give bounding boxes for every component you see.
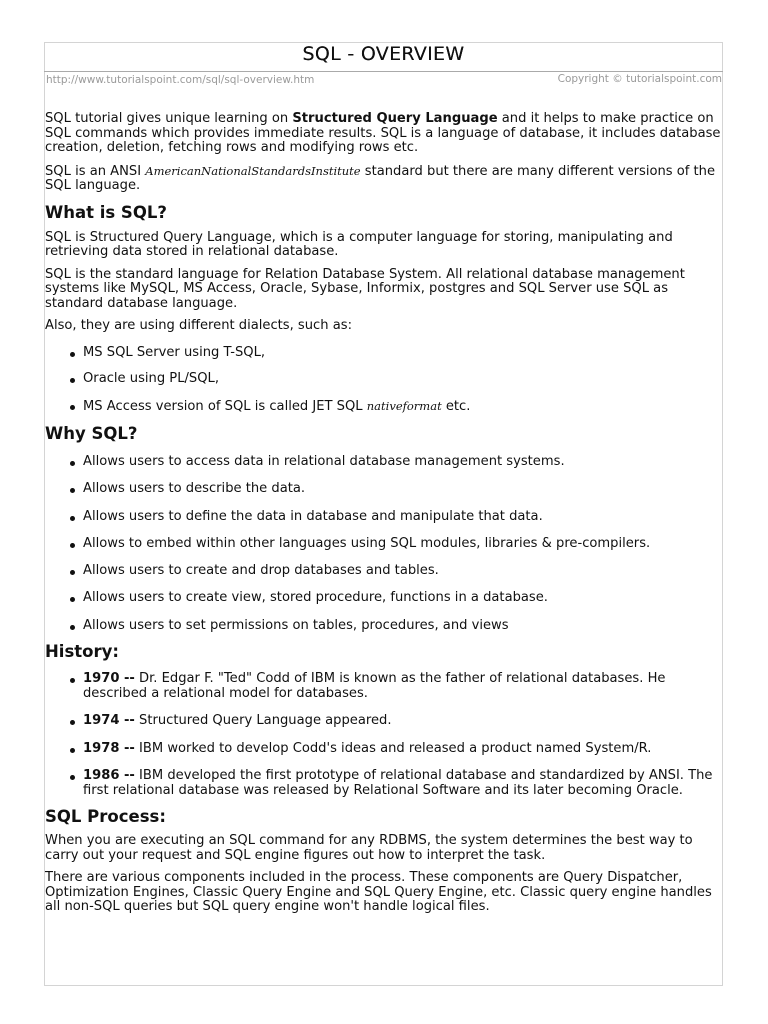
history-text: Structured Query Language appeared. <box>134 713 392 729</box>
why-item-text: Allows users to create and drop databases and tables. <box>83 563 439 579</box>
list-item <box>45 564 721 579</box>
intro-p2-text-a: SQL is an ANSI <box>45 163 146 179</box>
ansi-expansion: AmericanNationalStandardsInstitute <box>145 163 361 178</box>
list-item <box>45 714 721 729</box>
list-item <box>45 742 721 757</box>
list-item <box>45 346 721 361</box>
list-item <box>45 399 721 415</box>
history-year: 1974 -- <box>83 713 135 729</box>
source-url: http://www.tutorialspoint.com/sql/sql-overview.htm <box>46 74 315 86</box>
list-item <box>45 619 721 634</box>
header-divider <box>44 71 723 72</box>
what-is-paragraph-2: SQL is the standard language for Relation Database System. All relational database management systems like MySQL, MS Access, Oracle, Sybase, Informix, postgres and SQL Server use SQL as standard database language. <box>45 266 685 311</box>
list-item <box>45 372 721 387</box>
why-item-text: Allows users to describe the data. <box>83 481 306 497</box>
what-is-paragraph-1: SQL is Structured Query Language, which is a computer language for storing, manipulating and retrieving data stored in relational database. <box>45 229 673 259</box>
why-item-text: Allows users to create view, stored procedure, functions in a database. <box>83 590 548 606</box>
intro-p1-text-a: SQL tutorial gives unique learning on <box>45 111 293 126</box>
intro-p2-text-b: standard but there are many different versions of the SQL language. <box>45 163 716 193</box>
history-year: 1986 -- <box>83 768 135 784</box>
document-body <box>45 112 721 915</box>
copyright-notice: Copyright © tutorialspoint.com <box>557 73 722 85</box>
why-item-text: Allows users to set permissions on tables, procedures, and views <box>83 617 509 633</box>
list-item <box>45 455 721 470</box>
dialect-list <box>45 346 721 415</box>
history-year: 1970 -- <box>83 671 135 687</box>
intro-p1-text-b: and it helps to make practice on SQL commands which provides immediate results. SQL is a language of database, it includes database creation, deletion, fetching rows and modifying rows etc. <box>45 111 721 155</box>
why-list <box>45 455 721 633</box>
list-item <box>45 769 721 798</box>
history-text: Dr. Edgar F. "Ted" Codd of IBM is known as the father of relational databases. He described a relational model for databases. <box>83 671 666 701</box>
dialect-text-b: etc. <box>441 398 471 414</box>
list-item <box>45 537 721 552</box>
what-is-paragraph-3: Also, they are using different dialects, such as: <box>45 318 352 333</box>
why-item-text: Allows users to access data in relational database management systems. <box>83 454 565 469</box>
intro-paragraph-1 <box>45 112 721 156</box>
list-item <box>45 510 721 525</box>
history-text: IBM developed the first prototype of relational database and standardized by ANSI. The first relational database was released by Relational Software and its later becoming Oracle. <box>83 768 713 798</box>
heading-what-is-sql: What is SQL? <box>45 202 167 222</box>
process-paragraph-1: When you are executing an SQL command for any RDBMS, the system determines the best way to carry out your request and SQL engine figures out how to interpret the task. <box>45 833 693 863</box>
heading-history: History: <box>45 642 120 662</box>
dialect-text: MS SQL Server using T-SQL, <box>83 344 266 360</box>
heading-why-sql: Why SQL? <box>45 424 138 443</box>
why-item-text: Allows users to define the data in database and manipulate that data. <box>83 508 543 524</box>
history-year: 1978 -- <box>83 740 135 756</box>
history-text: IBM worked to develop Codd's ideas and released a product named System/R. <box>134 740 652 756</box>
history-list <box>45 672 721 798</box>
list-item <box>45 591 721 606</box>
native-format-note: nativeformat <box>366 398 442 413</box>
process-paragraph-2: There are various components included in the process. These components are Query Dispatcher, Optimization Engines, Classic Query Engine and SQL Query Engine, etc. Classic query engine handles all non-SQL queries but SQL query engine won't handle logical files. <box>45 870 712 915</box>
intro-paragraph-2 <box>45 164 721 194</box>
list-item <box>45 482 721 497</box>
intro-p1-bold: Structured Query Language <box>292 111 498 126</box>
why-item-text: Allows to embed within other languages using SQL modules, libraries & pre-compilers. <box>83 535 651 551</box>
page-title: SQL - OVERVIEW <box>302 43 465 65</box>
list-item <box>45 672 721 701</box>
dialect-text: Oracle using PL/SQL, <box>83 371 219 386</box>
dialect-text-a: MS Access version of SQL is called JET SQL <box>83 398 367 414</box>
heading-sql-process: SQL Process: <box>45 807 166 827</box>
